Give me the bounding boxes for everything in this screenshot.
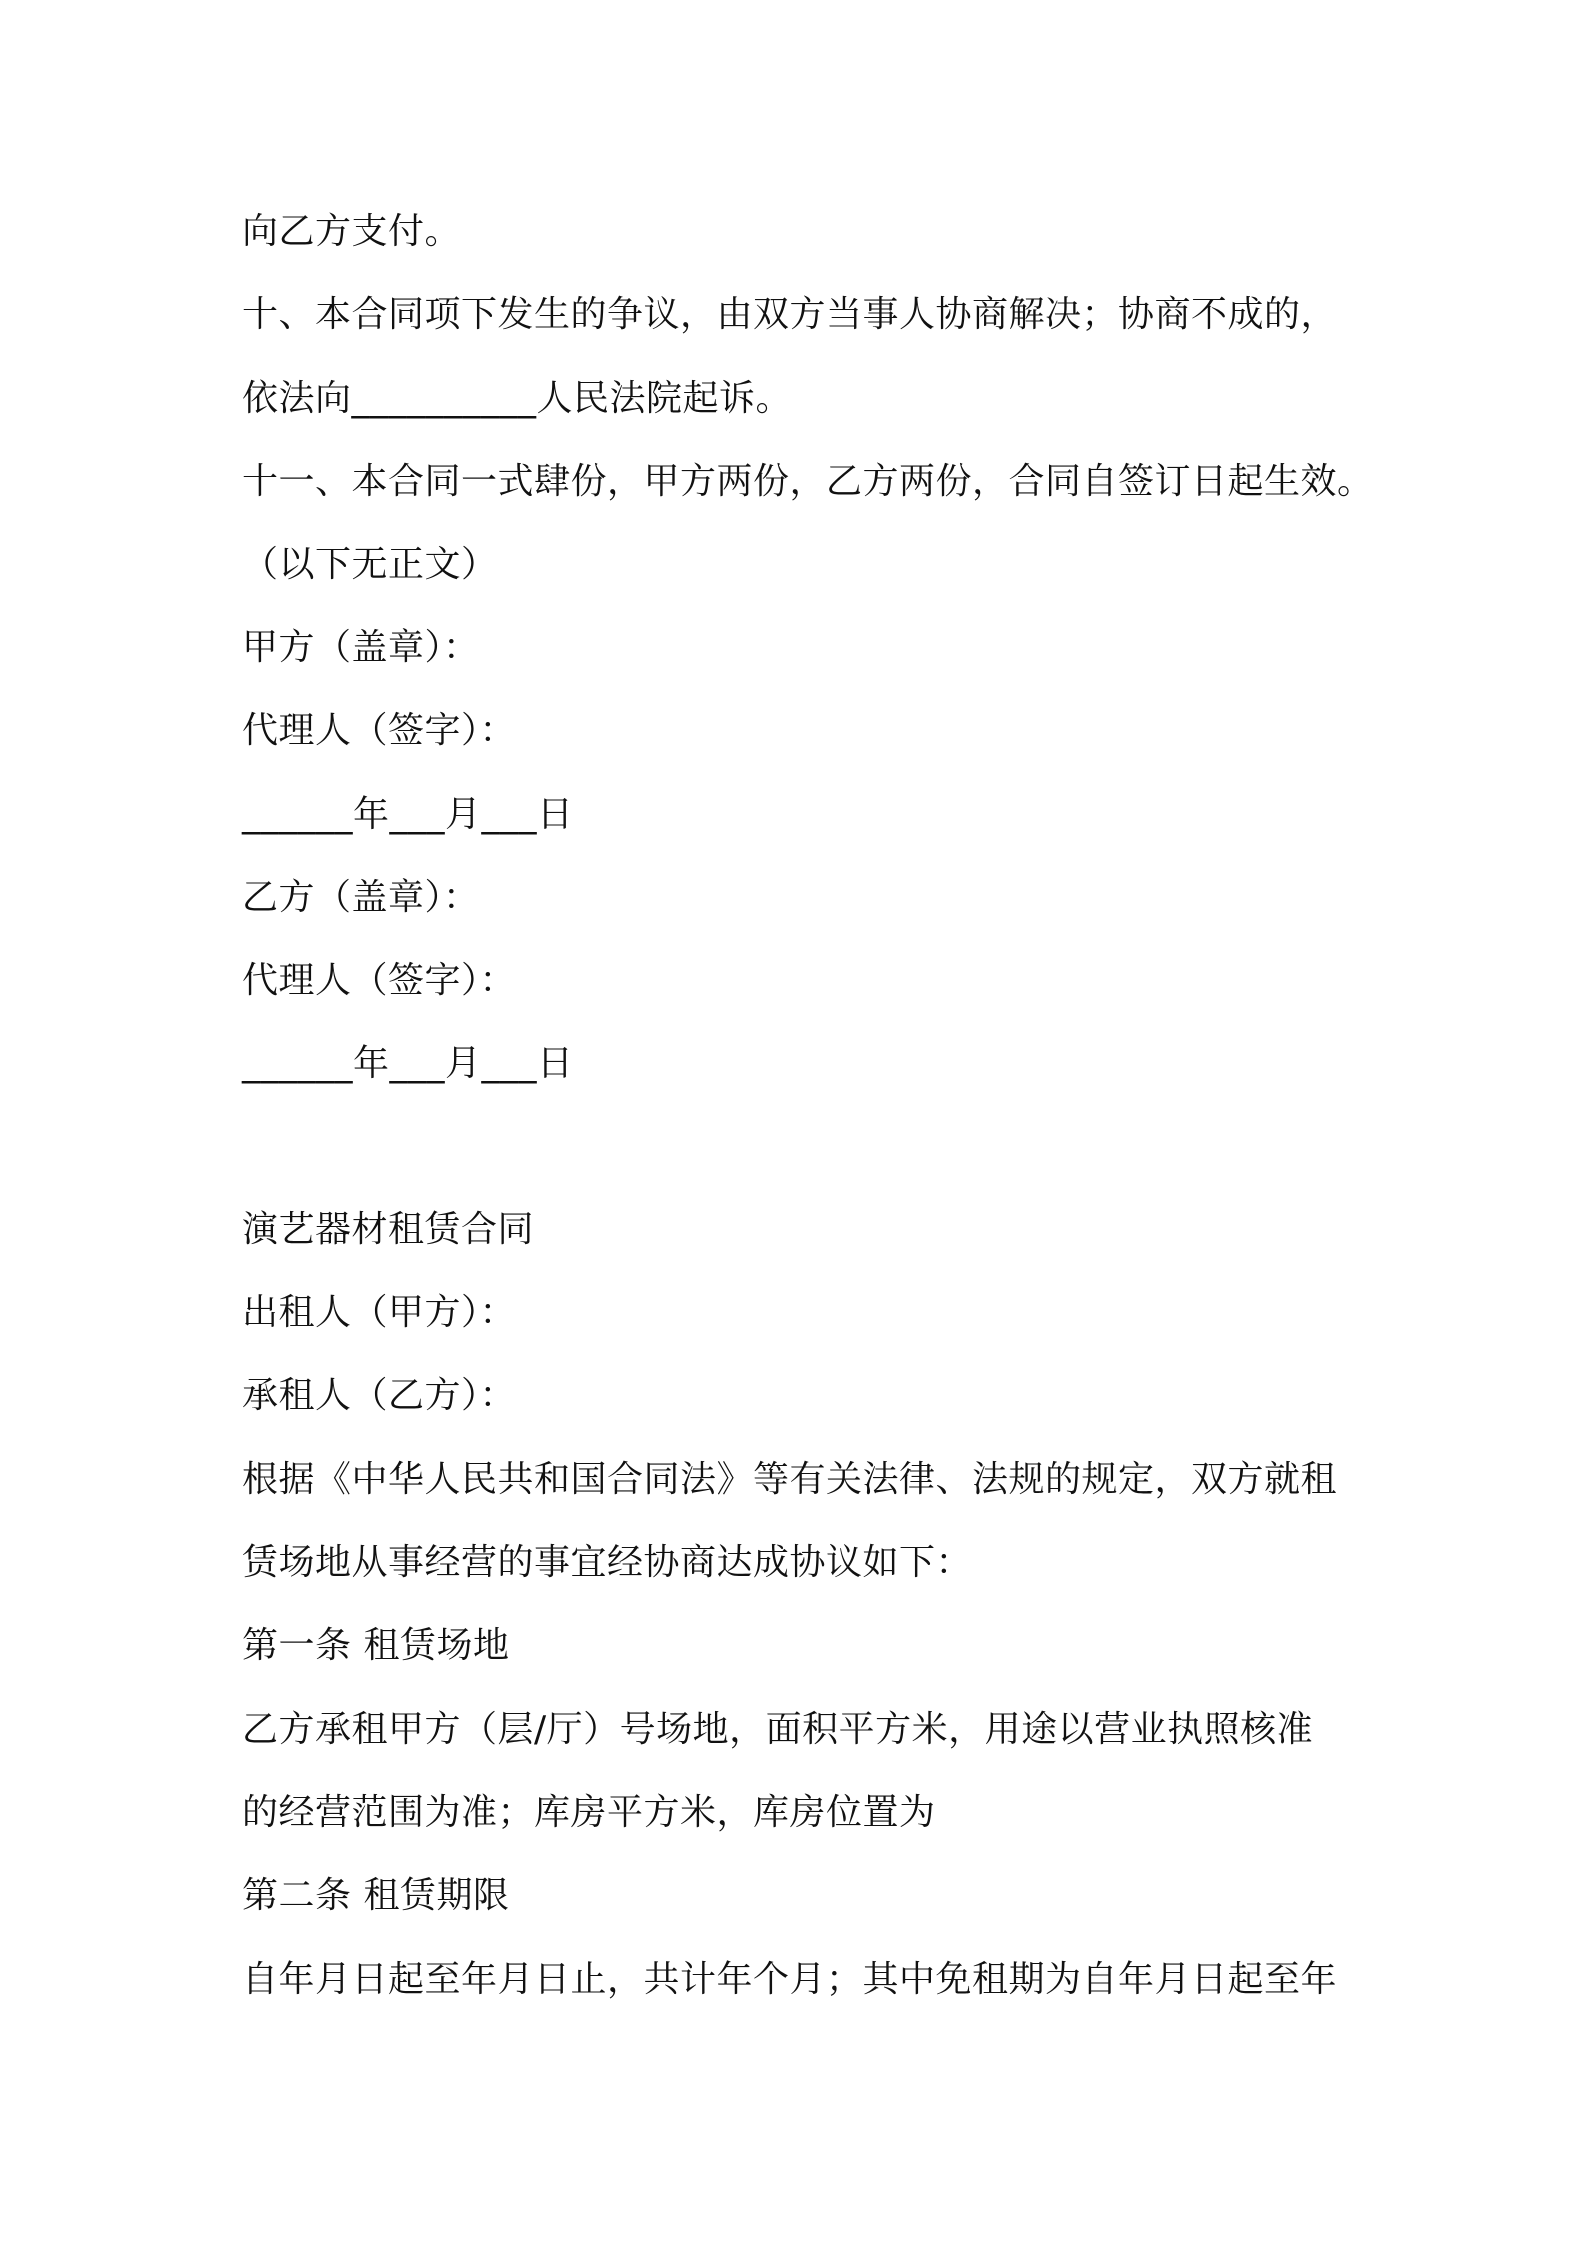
clause-ten: 十、本合同项下发生的争议，由双方当事人协商解决；协商不成的， xyxy=(242,294,1338,335)
article-one-text: 的经营范围为准；库房平方米，库房位置为 xyxy=(242,1792,936,1833)
party-a-seal-label: 甲方（盖章）： xyxy=(242,627,480,668)
party-a-date-line: ______年___月___日 xyxy=(242,794,574,835)
lessee-label: 承租人（乙方）： xyxy=(242,1375,517,1416)
party-b-date-line: ______年___月___日 xyxy=(242,1043,574,1084)
party-a-agent-signature-label: 代理人（签字）： xyxy=(242,710,517,751)
preamble-line: 赁场地从事经营的事宜经协商达成协议如下： xyxy=(242,1542,973,1583)
lessor-label: 出租人（甲方）： xyxy=(242,1292,517,1333)
article-one-text: 乙方承租甲方（层/厅）号场地，面积平方米，用途以营业执照核准 xyxy=(242,1709,1314,1750)
party-b-agent-signature-label: 代理人（签字）： xyxy=(242,960,517,1001)
no-further-text-note: （以下无正文） xyxy=(242,544,498,585)
article-two-heading: 第二条 租赁期限 xyxy=(242,1875,510,1916)
article-two-text: 自年月日起至年月日止，共计年个月；其中免租期为自年月日起至年 xyxy=(242,1959,1338,2000)
article-one-heading: 第一条 租赁场地 xyxy=(242,1625,510,1666)
clause-eleven: 十一、本合同一式肆份，甲方两份，乙方两份，合同自签订日起生效。 xyxy=(242,461,1374,502)
party-b-seal-label: 乙方（盖章）： xyxy=(242,877,480,918)
preamble-line: 根据《中华人民共和国合同法》等有关法律、法规的规定，双方就租 xyxy=(242,1459,1338,1500)
text-line: 向乙方支付。 xyxy=(242,211,462,252)
contract-title: 演艺器材租赁合同 xyxy=(242,1209,535,1250)
text-line: 依法向__________人民法院起诉。 xyxy=(242,378,793,419)
